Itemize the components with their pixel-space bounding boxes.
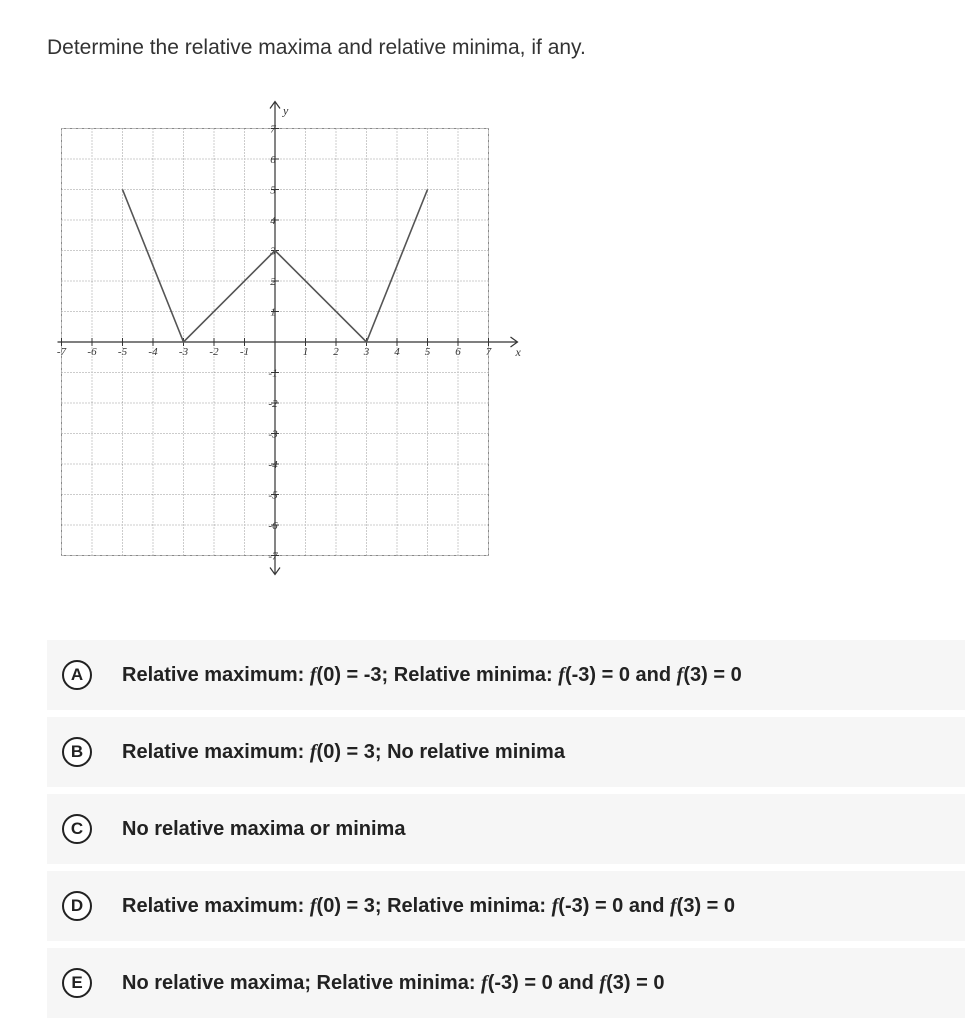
option-letter-badge[interactable]: A — [62, 660, 92, 690]
option-text-part: Relative maximum: — [122, 740, 310, 763]
x-tick-label: 4 — [394, 346, 400, 358]
x-tick-label: -1 — [239, 346, 250, 358]
option-text-part: (3) = 0 — [676, 894, 736, 917]
y-tick-label: -1 — [268, 367, 278, 380]
y-tick-label: -5 — [268, 489, 278, 502]
y-tick-label: -7 — [268, 550, 278, 563]
y-tick-label: -3 — [268, 428, 278, 441]
option-text-part: (-3) = 0 and — [558, 894, 670, 917]
option-text-part: Relative maximum: — [122, 663, 310, 686]
option-letter-badge[interactable]: C — [62, 814, 92, 844]
y-tick-label: 2 — [270, 276, 276, 288]
x-tick-label: -5 — [117, 346, 128, 358]
option-letter-badge[interactable]: B — [62, 737, 92, 767]
x-tick-label: 1 — [302, 346, 309, 358]
option-text-part: No relative maxima; Relative minima: — [122, 971, 482, 994]
answer-option-d[interactable] — [47, 871, 965, 941]
y-tick-label: 5 — [270, 184, 276, 197]
answer-option-e[interactable] — [47, 948, 965, 1018]
question-text: Determine the relative maxima and relative minima, if any. — [47, 36, 586, 59]
option-text — [122, 818, 405, 841]
function-symbol: f — [309, 663, 317, 686]
x-tick-label: 7 — [485, 346, 492, 358]
option-text — [122, 972, 664, 995]
answer-option-b[interactable] — [47, 717, 965, 787]
function-symbol: f — [676, 663, 684, 686]
x-tick-label: 2 — [333, 346, 339, 358]
x-tick-label: 6 — [455, 346, 461, 358]
option-letter-badge[interactable]: E — [62, 968, 92, 998]
x-tick-label: 5 — [424, 346, 431, 358]
function-symbol: f — [481, 971, 488, 994]
option-text — [122, 741, 565, 764]
option-text-part: No relative maxima or minima — [122, 817, 406, 840]
option-text — [122, 895, 735, 918]
y-tick-label: -2 — [268, 398, 278, 410]
y-axis-label: y — [283, 103, 289, 118]
answer-option-c[interactable] — [47, 794, 965, 864]
graph-svg — [40, 100, 540, 590]
option-text-part: (0) = 3; No relative minima — [316, 740, 565, 763]
option-text-part: Relative maximum: — [122, 894, 310, 917]
answer-option-a[interactable] — [47, 640, 965, 710]
function-symbol: f — [558, 663, 565, 686]
y-tick-label: 3 — [270, 245, 276, 258]
function-graph — [40, 100, 540, 590]
function-symbol: f — [309, 894, 317, 917]
option-text-part: (3) = 0 — [606, 971, 665, 994]
y-tick-label: 7 — [270, 123, 276, 136]
function-symbol: f — [551, 894, 559, 917]
option-text-part: (0) = 3; Relative minima: — [316, 894, 552, 917]
option-text-part: (0) = -3; Relative minima: — [316, 663, 559, 686]
x-tick-label: -4 — [148, 346, 158, 358]
option-letter-badge[interactable]: D — [62, 891, 92, 921]
function-symbol: f — [599, 971, 607, 994]
option-text-part: (-3) = 0 and — [564, 663, 677, 686]
option-text-part: (3) = 0 — [683, 663, 742, 686]
x-tick-label: -2 — [209, 346, 219, 358]
y-tick-label: 4 — [270, 215, 276, 227]
y-tick-label: 6 — [270, 154, 276, 166]
x-tick-label: -6 — [87, 346, 97, 358]
y-tick-label: -6 — [268, 520, 278, 532]
x-tick-label: -7 — [56, 346, 67, 358]
y-tick-label: -4 — [268, 459, 278, 471]
x-axis-label: x — [515, 345, 521, 359]
x-tick-label: 3 — [363, 346, 370, 358]
y-tick-label: 1 — [270, 306, 276, 319]
x-tick-label: -3 — [178, 346, 189, 358]
option-text — [122, 664, 742, 687]
function-symbol: f — [669, 894, 677, 917]
function-symbol: f — [309, 740, 317, 763]
option-text-part: (-3) = 0 and — [487, 971, 600, 994]
